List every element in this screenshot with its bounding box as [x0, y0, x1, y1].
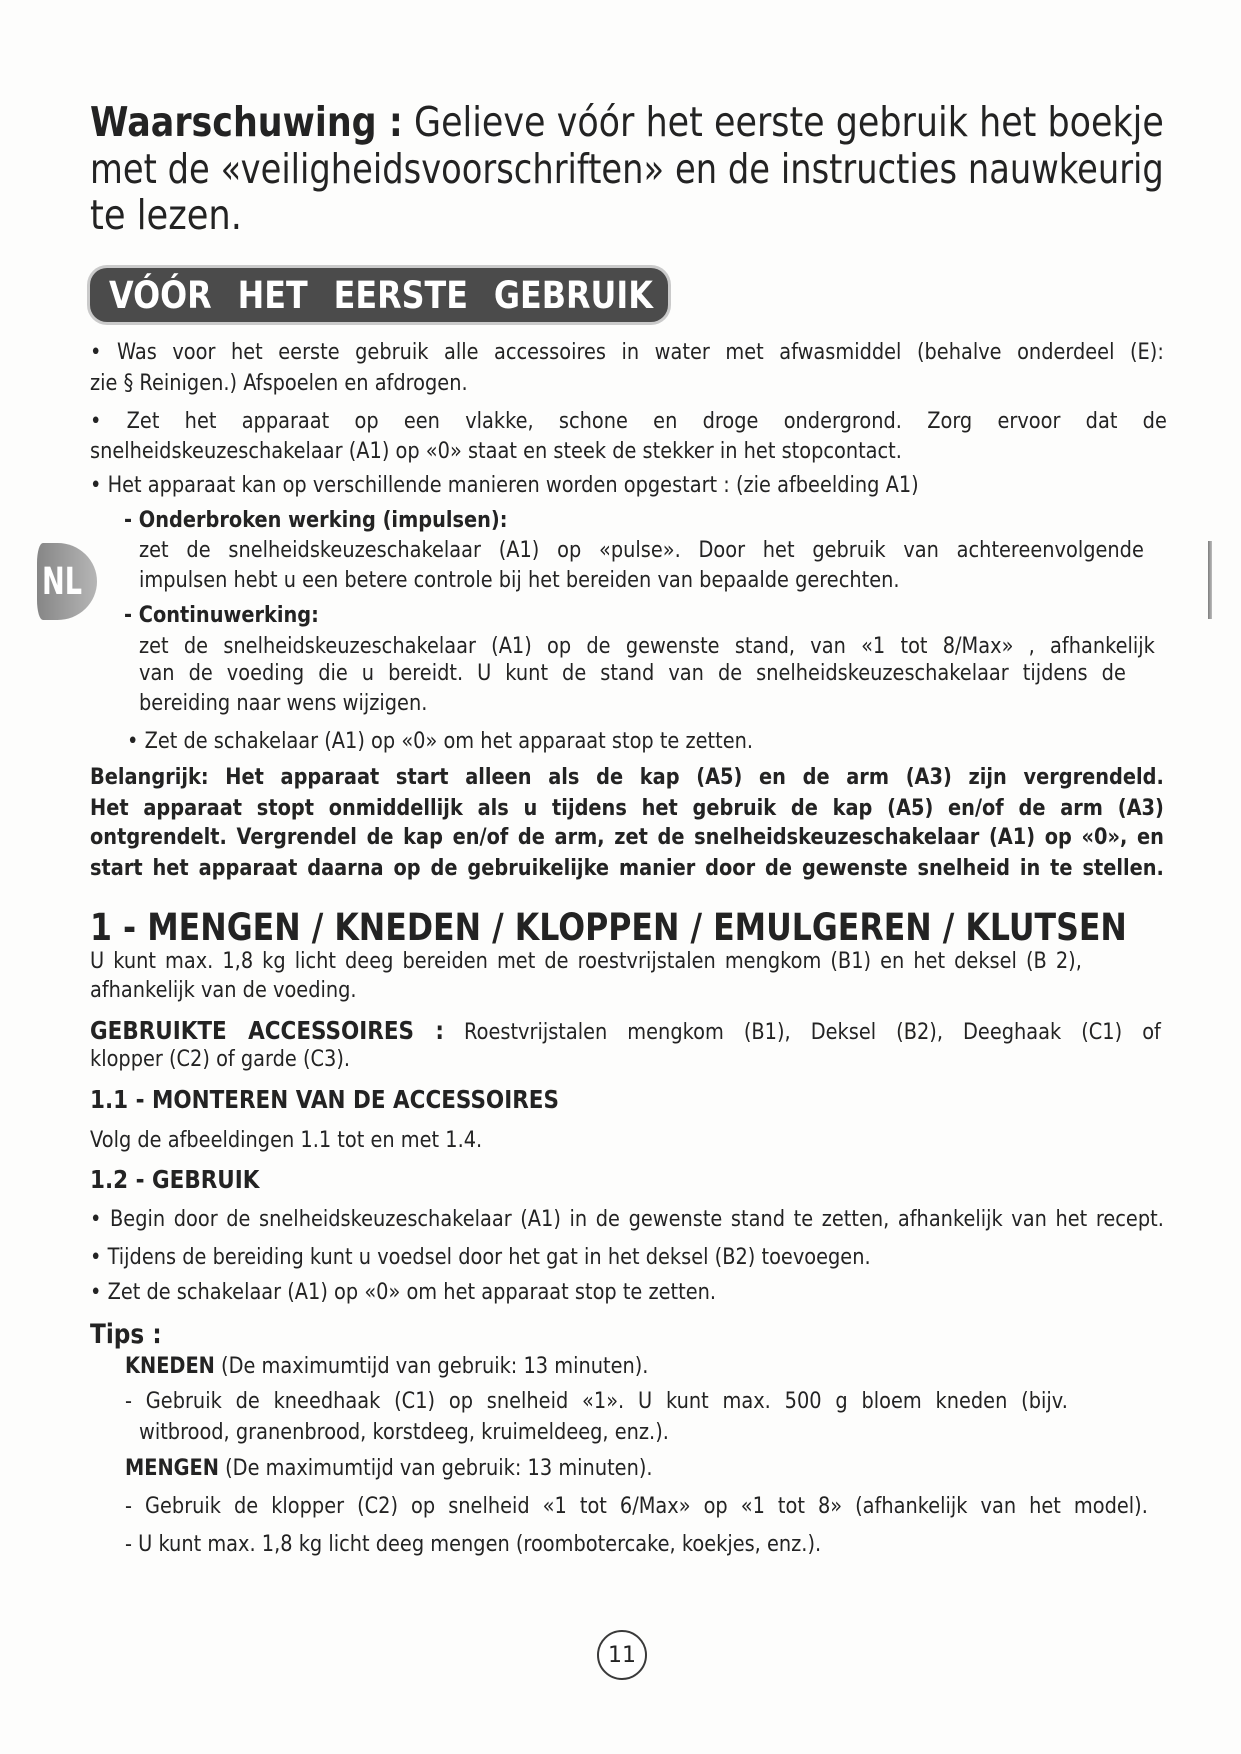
language-tab-label: NL: [42, 560, 82, 603]
section-1-intro-line: afhankelijk van de voeding.: [90, 977, 357, 1003]
important-note-line: start het apparaat daarna op de gebruikelijke manier door de gewenste snelheid in te stellen.: [90, 855, 1164, 881]
accessories-list: Roestvrijstalen mengkom (B1), Deksel (B2), Deeghaak (C1) of: [464, 1019, 1161, 1045]
accessories-line-1: [90, 1016, 1161, 1047]
wash-instruction-line: zie § Reinigen.) Afspoelen en afdrogen.: [90, 370, 468, 396]
language-tab: [37, 543, 97, 620]
warning-line-2: met de «veiligheidsvoorschriften» en de instructies nauwkeurig: [90, 145, 1164, 193]
kneading-tip-line: witbrood, granenbrood, korstdeeg, kruimeldeeg, enz.).: [139, 1419, 669, 1445]
tips-title: Tips :: [90, 1319, 162, 1350]
kneading-tip-line: - Gebruik de kneedhaak (C1) op snelheid «1». U kunt max. 500 g bloem kneden (bijv.: [125, 1388, 1068, 1414]
important-note-line: ontgrendelt. Vergrendel de kap en/of de arm, zet de snelheidskeuzeschakelaar (A1) op «0», en: [90, 824, 1164, 850]
section-banner: [90, 268, 668, 322]
important-note-line: Het apparaat stopt onmiddellijk als u tijdens het gebruik de kap (A5) en/of de arm (A3): [90, 795, 1164, 821]
page-number-badge: [597, 1630, 647, 1680]
mixing-label: MENGEN: [125, 1455, 219, 1481]
continuous-mode-line: zet de snelheidskeuzeschakelaar (A1) op de gewenste stand, van «1 tot 8/Max» , afhankelijk: [139, 633, 1155, 659]
use-bullet: • Zet de schakelaar (A1) op «0» om het apparaat stop te zetten.: [90, 1279, 717, 1305]
mixing-duration: (De maximumtijd van gebruik: 13 minuten).: [225, 1455, 653, 1481]
start-modes-intro: • Het apparaat kan op verschillende manieren worden opgestart : (zie afbeelding A1): [90, 472, 919, 498]
assembly-text: Volg de afbeeldingen 1.1 tot en met 1.4.: [90, 1127, 483, 1153]
pulse-mode-line: zet de snelheidskeuzeschakelaar (A1) op «pulse». Door het gebruik van achtereenvolgende: [139, 537, 1144, 563]
mixing-tip-line: - Gebruik de klopper (C2) op snelheid «1 tot 6/Max» op «1 tot 8» (afhankelijk van het model).: [125, 1493, 1148, 1519]
section-1-title: 1 - MENGEN / KNEDEN / KLOPPEN / EMULGEREN / KLUTSEN: [90, 906, 1127, 949]
page-edge-marker: [1208, 541, 1212, 619]
continuous-mode-title: - Continuwerking:: [124, 602, 319, 628]
warning-line-1: [90, 99, 1164, 146]
use-bullet: • Tijdens de bereiding kunt u voedsel door het gat in het deksel (B2) toevoegen.: [90, 1244, 871, 1270]
placement-instruction-line: • Zet het apparaat op een vlakke, schone en droge ondergrond. Zorg ervoor dat de: [90, 408, 1167, 434]
mixing-heading: [125, 1453, 1164, 1483]
section-1-intro-line: U kunt max. 1,8 kg licht deeg bereiden met de roestvrijstalen mengkom (B1) en het deksel (B 2),: [90, 948, 1082, 974]
wash-instruction-line: • Was voor het eerste gebruik alle accessoires in water met afwasmiddel (behalve onderdeel (E):: [90, 339, 1164, 365]
use-bullet: • Begin door de snelheidskeuzeschakelaar (A1) in de gewenste stand te zetten, afhankelijk van het recept.: [90, 1206, 1164, 1232]
pulse-mode-line: impulsen hebt u een betere controle bij het bereiden van bepaalde gerechten.: [139, 567, 900, 593]
use-title: 1.2 - GEBRUIK: [90, 1165, 260, 1194]
accessories-label: GEBRUIKTE ACCESSOIRES :: [90, 1016, 444, 1045]
kneading-heading: [125, 1351, 1164, 1381]
mixing-tip-line: - U kunt max. 1,8 kg licht deeg mengen (roombotercake, koekjes, enz.).: [125, 1531, 822, 1557]
warning-text: Gelieve vóór het eerste gebruik het boekje: [414, 98, 1164, 146]
assembly-title: 1.1 - MONTEREN VAN DE ACCESSOIRES: [90, 1085, 559, 1114]
pulse-mode-title: - Onderbroken werking (impulsen):: [124, 507, 508, 533]
section-banner-title: VÓÓR HET EERSTE GEBRUIK: [109, 274, 653, 317]
page-number: 11: [608, 1643, 636, 1668]
accessories-line-2: klopper (C2) of garde (C3).: [90, 1046, 351, 1072]
continuous-mode-line: van de voeding die u bereidt. U kunt de stand van de snelheidskeuzeschakelaar tijdens de: [139, 660, 1126, 686]
placement-instruction-line: snelheidskeuzeschakelaar (A1) op «0» staat en steek de stekker in het stopcontact.: [90, 438, 902, 464]
stop-instruction: • Zet de schakelaar (A1) op «0» om het apparaat stop te zetten.: [127, 728, 754, 754]
warning-line-3: te lezen.: [90, 191, 242, 239]
continuous-mode-line: bereiding naar wens wijzigen.: [139, 690, 428, 716]
kneading-duration: (De maximumtijd van gebruik: 13 minuten).: [221, 1353, 649, 1379]
warning-label: Waarschuwing :: [90, 98, 403, 146]
important-note-line: Belangrijk: Het apparaat start alleen als de kap (A5) en de arm (A3) zijn vergrendeld.: [90, 764, 1164, 790]
kneading-label: KNEDEN: [125, 1353, 215, 1379]
